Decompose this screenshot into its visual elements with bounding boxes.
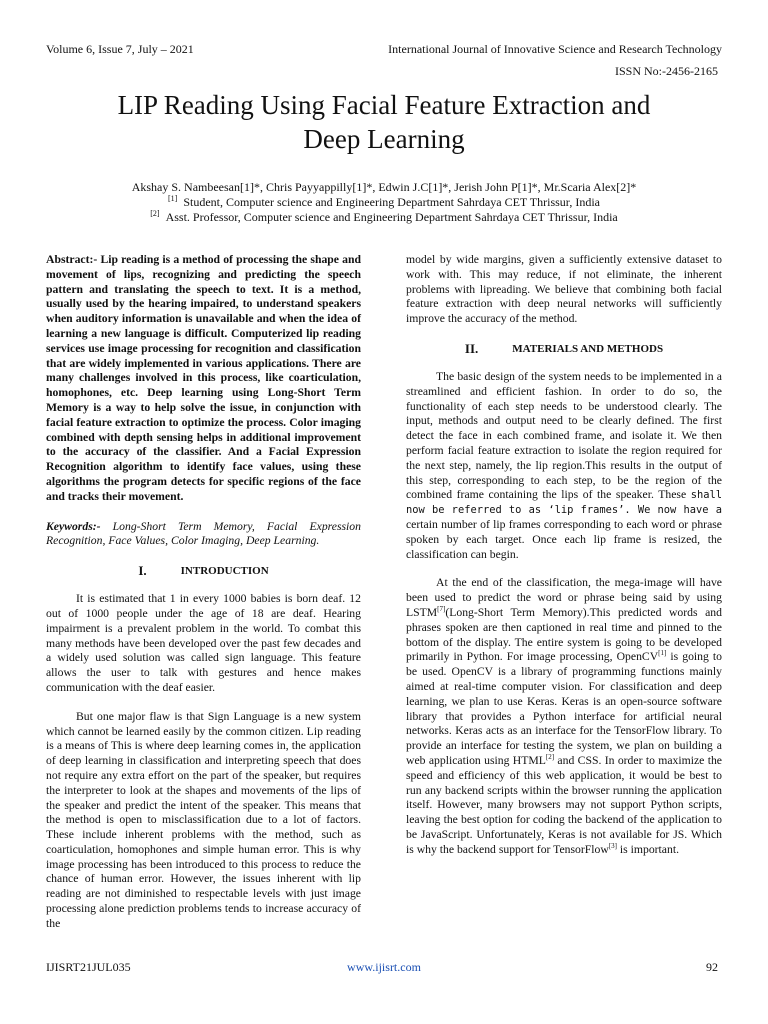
keywords: [46, 520, 361, 550]
methods-paragraph-1: [406, 370, 722, 562]
section-number: II.: [464, 340, 479, 356]
intro-paragraph-continued: model by wide margins, given a sufficiently extensive dataset to work with. This may reduce, if not eliminate, the inherent problems with lipreading. We believe that combining both facial feature extraction with deep neural networks will sufficiently improve the accuracy of the method.: [406, 253, 722, 326]
volume-issue: Volume 6, Issue 7, July – 2021: [46, 42, 194, 56]
affiliation-2-text: Asst. Professor, Computer science and Engineering Department Sahrdaya CET Thrissur, India: [165, 210, 618, 224]
methods-p2-text-5: is important.: [617, 842, 680, 856]
authors: Akshay S. Nambeesan[1]*, Chris Payyappilly[1]*, Edwin J.C[1]*, Jerish John P[1]*, Mr.Scaria Alex[2]*: [131, 180, 637, 194]
methods-p1-mono-line: shall now be referred to as ‘lip frames’. We now have a: [406, 489, 722, 517]
right-column: [406, 253, 722, 857]
methods-p1-text-a: The basic design of the system needs to be implemented in a streamlined and efficient fashion. In order to do so, the functionality of each step needs to be understood clearly. The input, methods and output need to be clearly defined. The first detect the face in each combined frame, and isolate it. We then perform facial feature extraction to isolate the region required for the next step, namely, the lip region.This results in the output of this step, corresponding to each step, to be the region of the combined frame containing the lips of the speaker. These: [406, 369, 722, 502]
methods-paragraph-2: [406, 576, 722, 857]
methods-p2-text-3: is going to be used. OpenCV is a library of programming functions mainly aimed at real-time computer vision. For classification and deep learning, we plan to use Keras. Keras is an open-source software library that provides a Python interface for artificial neural networks. Keras acts as an interface for the TensorFlow library. To provide an interface for testing the system, we plan on building a web application using HTML: [406, 650, 722, 767]
affiliation-1: [0, 194, 768, 210]
methods-p2-text-4: and CSS. In order to maximize the speed and efficiency of this web application, it would be best to run any backend scripts within the browser running the application itself. However, many browsers may not support Python scripts, leaving the best option for coding the backend of the application to be JavaScript. Unfortunately, Keras is not available for JS. Which is why the backend support for TensorFlow: [406, 753, 722, 856]
methods-p2-text-1: At the end of the classification, the mega-image will have been used to predict the word or phrase being said by using LSTM: [406, 576, 722, 619]
section-title: MATERIALS AND METHODS: [512, 342, 664, 355]
intro-paragraph-1: It is estimated that 1 in every 1000 babies is born deaf. 12 out of 1000 people under the age of 18 are deaf. Hearing impairment is a prevalent problem in the world. To combat this many methods have been developed over the past few decades and a widely used solution was called sign language. This feature allows the user to talk with gestures and hence makes communication with the deaf easier.: [46, 592, 361, 694]
journal-name: International Journal of Innovative Science and Research Technology: [388, 42, 722, 56]
title-line-1: LIP Reading Using Facial Feature Extraction and: [117, 90, 651, 120]
keywords-label: Keywords:-: [46, 519, 101, 533]
citation-ref: [2]: [545, 753, 555, 762]
section-number: I.: [138, 563, 147, 579]
title-line-2: Deep Learning: [303, 124, 465, 154]
methods-p1-text-b: certain number of lip frames corresponding to each word or phrase spoken by each target. Once each lip frame is resized, the classification can begin.: [406, 517, 722, 561]
affiliation-1-marker: [1]: [168, 194, 178, 203]
citation-ref: [1]: [658, 649, 667, 658]
abstract: Abstract:- Lip reading is a method of processing the shape and movement of lips, recognizing and predicting the speech pattern and translating the speech to text. It is a method, usually used by the hearing impaired, to understand speakers when auditory information is unavailable and when the idea of learning a new language is difficult. Computerized lip reading services use image processing for recognition and classification that are widely implemented in various applications. There are many challenges involved in this process, like coarticulation, homophones, etc. Deep learning using Long-Short Term Memory is a way to help solve the issue, in conjunction with facial feature extraction to optimize the process. Color imaging combined with depth sensing helps in additional improvement to the accuracy of the classifier. And a Facial Expression Recognition algorithm to identify face values, using these algorithms the program detects for specific regions of the face and tracks their movement.: [46, 253, 361, 503]
issn: ISSN No:-2456-2165: [614, 64, 718, 78]
left-column: [46, 253, 361, 932]
keywords-text: Long-Short Term Memory, Facial Expression Recognition, Face Values, Color Imaging, Deep Learning.: [46, 519, 361, 548]
paper-title: [40, 88, 728, 156]
section-heading-introduction: [46, 563, 361, 579]
section-heading-methods: [406, 341, 722, 357]
section-title: INTRODUCTION: [180, 565, 269, 578]
affiliation-2: [0, 209, 768, 225]
affiliation-2-marker: [2]: [150, 209, 160, 218]
citation-ref: [7]: [437, 605, 446, 614]
methods-p2-text-2: (Long-Short Term Memory).This predicted words and phrases spoken are then captioned in real time and pinned to the bottom of the display. The entire system is going to be developed primarily in Python. For image processing, OpenCV: [406, 605, 722, 664]
journal-website-link[interactable]: www.ijisrt.com: [347, 960, 421, 974]
page-number: 92: [706, 960, 718, 974]
paper-id: IJISRT21JUL035: [46, 960, 131, 974]
intro-paragraph-2: But one major flaw is that Sign Language is a new system which cannot be learned easily by the common citizen. Lip reading is a means of This is where deep learning comes in, the application of deep learning in classification and interpreting speech that does not require any extra effort on the part of the speaker, but requires the interpreter to look at the shapes and movements of the lips of the speaker and predict the intent of the speaker. This means that the method is open to misclassification due to a lot of factors. These include inherent problems with the method, such as coarticulation, homophones and simple human error. This is why image processing has been introduced to this process to reduce the chance of human error. However, the issues inherent with lip reading are not diminished to respectable levels with just image processing alone prediction problems tends to increase accuracy of the: [46, 709, 361, 930]
affiliation-1-text: Student, Computer science and Engineering Department Sahrdaya CET Thrissur, India: [183, 195, 600, 209]
citation-ref: [3]: [608, 841, 617, 850]
